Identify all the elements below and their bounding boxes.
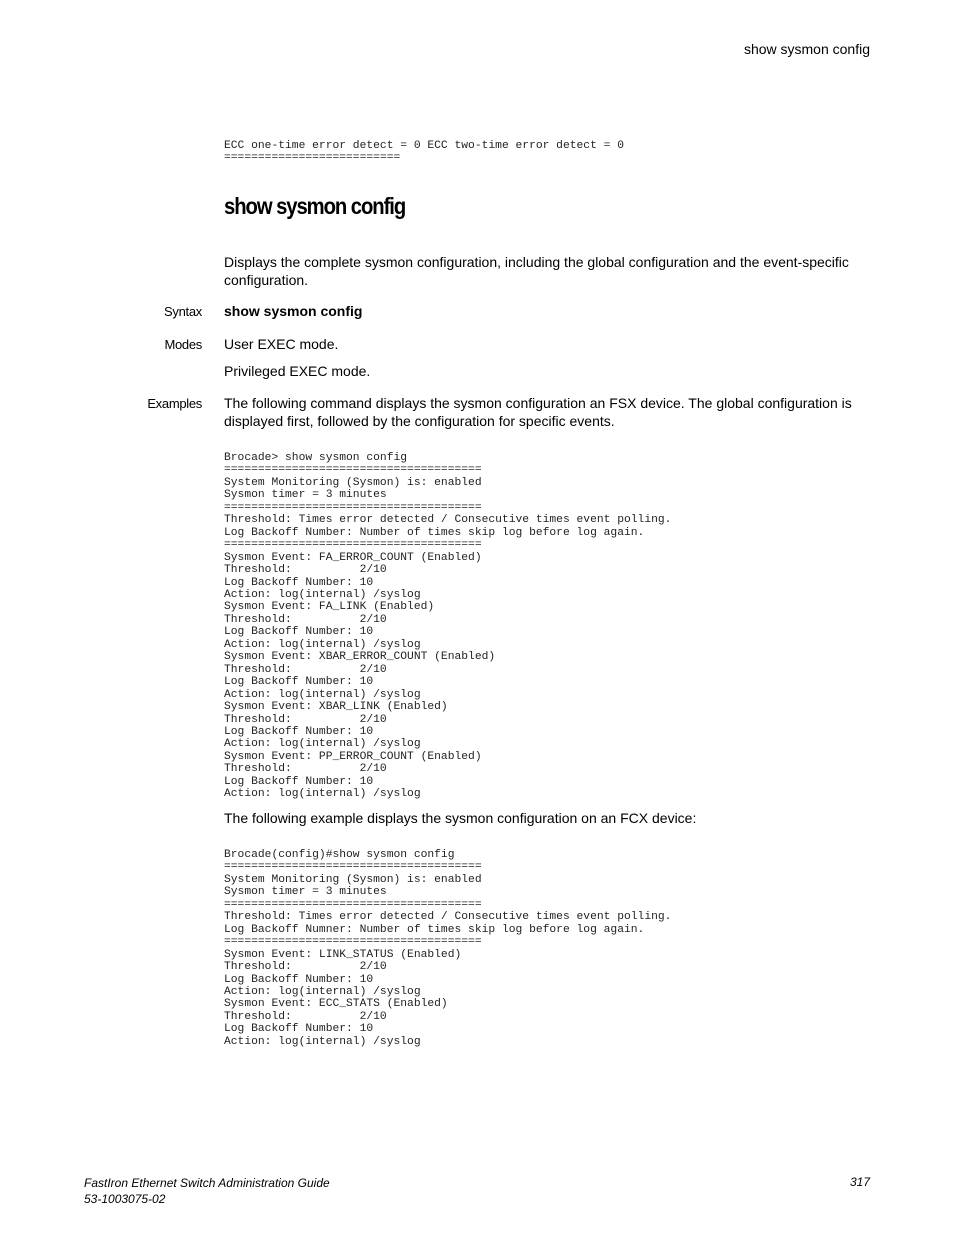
section-description: Displays the complete sysmon configuration, including the global configuration and the event-specific configuration.	[224, 254, 849, 288]
example-1-code: Brocade> show sysmon config ====================================== System Monitoring (Sysmon) is: enabled Sysmon timer = 3 minutes ====================================== Threshold: Times error detected / Consecutive times event polling. Log Backoff Number: Number of times skip log before log again. ====================================== Sysmon Event: FA_ERROR_COUNT (Enabled) Threshold: 2/10 Log Backoff Number: 10 Action: log(internal) /syslog Sysmon Event: FA_LINK (Enabled) Threshold: 2/10 Log Backoff Number: 10 Action: log(internal) /syslog Sysmon Event: XBAR_ERROR_COUNT (Enabled) Threshold: 2/10 Log Backoff Number: 10 Action: log(internal) /syslog Sysmon Event: XBAR_LINK (Enabled) Threshold: 2/10 Log Backoff Number: 10 Action: log(internal) /syslog Sysmon Event: PP_ERROR_COUNT (Enabled) Threshold: 2/10 Log Backoff Number: 10 Action: log(internal) /syslog	[224, 452, 672, 801]
mode-privileged-exec: Privileged EXEC mode.	[224, 363, 371, 379]
section-title: show sysmon config	[224, 193, 406, 219]
mode-user-exec: User EXEC mode.	[224, 336, 339, 352]
example-1-intro: The following command displays the sysmon configuration an FSX device. The global configuration is displayed first, followed by the configuration for specific events.	[224, 395, 852, 429]
footer-doc-number: 53-1003075-02	[84, 1192, 166, 1206]
footer-page-number: 317	[849, 1175, 870, 1189]
footer-left	[84, 1175, 330, 1207]
syntax-command: show sysmon config	[224, 303, 363, 319]
running-header-title: show sysmon config	[743, 41, 870, 57]
syntax-label: Syntax	[164, 304, 202, 319]
examples-label: Examples	[147, 396, 202, 411]
modes-label: Modes	[164, 337, 202, 352]
previous-code-block: ECC one-time error detect = 0 ECC two-time error detect = 0 ==========================	[224, 140, 624, 165]
footer-guide-title: FastIron Ethernet Switch Administration Guide	[84, 1176, 330, 1190]
example-2-intro: The following example displays the sysmon configuration on an FCX device:	[224, 810, 697, 826]
example-2-code: Brocade(config)#show sysmon config ====================================== System Monitoring (Sysmon) is: enabled Sysmon timer = 3 minutes ====================================== Threshold: Times error detected / Consecutive times event polling. Log Backoff Numner: Number of times skip log before log again. ====================================== Sysmon Event: LINK_STATUS (Enabled) Threshold: 2/10 Log Backoff Number: 10 Action: log(internal) /syslog Sysmon Event: ECC_STATS (Enabled) Threshold: 2/10 Log Backoff Number: 10 Action: log(internal) /syslog	[224, 849, 672, 1048]
